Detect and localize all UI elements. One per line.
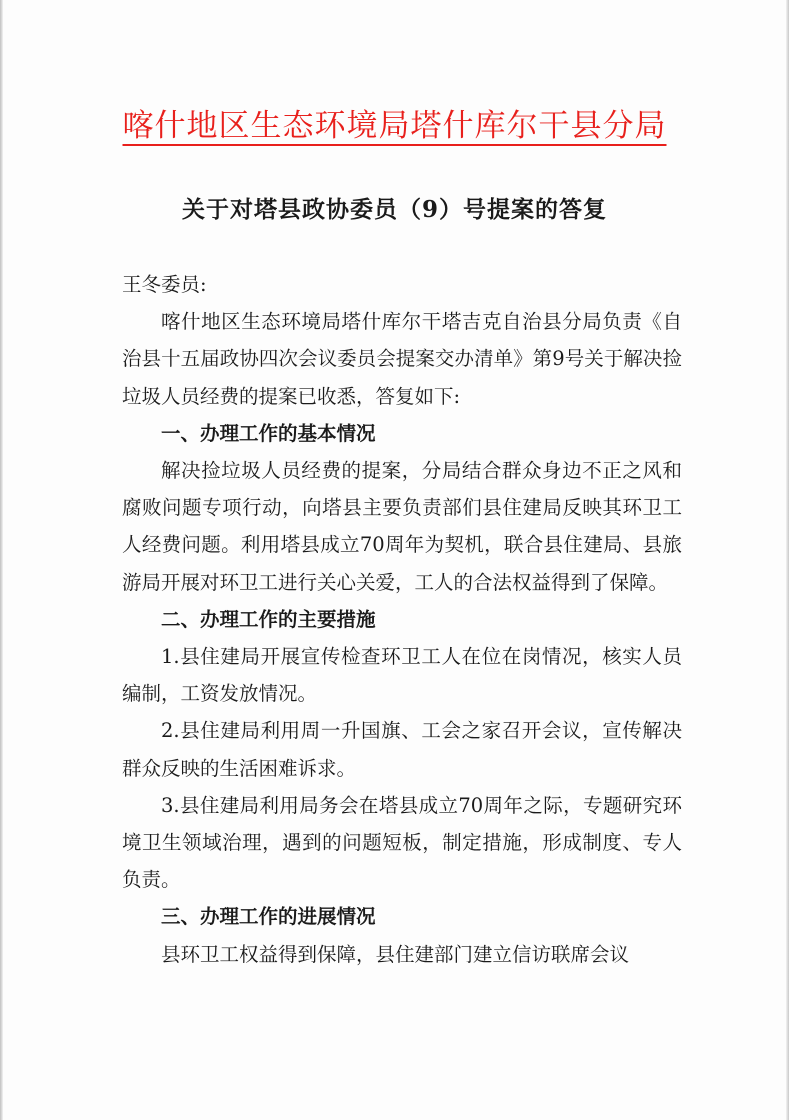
- section-2-paragraph-3: 3.县住建局利用局务会在塔县成立70周年之际，专题研究环境卫生领域治理，遇到的问题短板，制定措施，形成制度、专人负责。: [122, 793, 682, 892]
- document-title: 关于对塔县政协委员（9）号提案的答复: [181, 196, 607, 223]
- section-2-paragraph-2: 2.县住建局利用周一升国旗、工会之家召开会议，宣传解决群众反映的生活困难诉求。: [122, 719, 682, 780]
- letterhead: [40, 100, 749, 145]
- intro-paragraph: 喀什地区生态环境局塔什库尔干塔吉克自治县分局负责《自治县十五届政协四次会议委员会提案交办清单》第9号关于解决捡垃圾人员经费的提案已收悉，答复如下:: [122, 310, 682, 408]
- section-1-paragraph-1: 解决捡垃圾人员经费的提案，分局结合群众身边不正之风和腐败问题专项行动，向塔县主要负责部们县住建局反映其环卫工人经费问题。利用塔县成立70周年为契机，联合县住建局、县旅游局开展对环卫工进行关心关爱，工人的合法权益得到了保障。: [122, 459, 682, 594]
- section-heading-1: 一、办理工作的基本情况: [161, 421, 376, 445]
- section-heading-3: 三、办理工作的进展情况: [161, 905, 376, 929]
- scan-edge-left: [0, 0, 3, 1120]
- document-body: [122, 266, 682, 973]
- section-heading-2: 二、办理工作的主要措施: [161, 607, 376, 631]
- salutation: 王冬委员:: [122, 273, 207, 296]
- section-2-paragraph-1: 1.县住建局开展宣传检查环卫工人在位在岗情况，核实人员编制，工资发放情况。: [122, 645, 682, 706]
- agency-title: 喀什地区生态环境局塔什库尔干县分局: [122, 108, 667, 144]
- section-3-paragraph-1: 县环卫工权益得到保障，县住建部门建立信访联席会议: [161, 942, 630, 966]
